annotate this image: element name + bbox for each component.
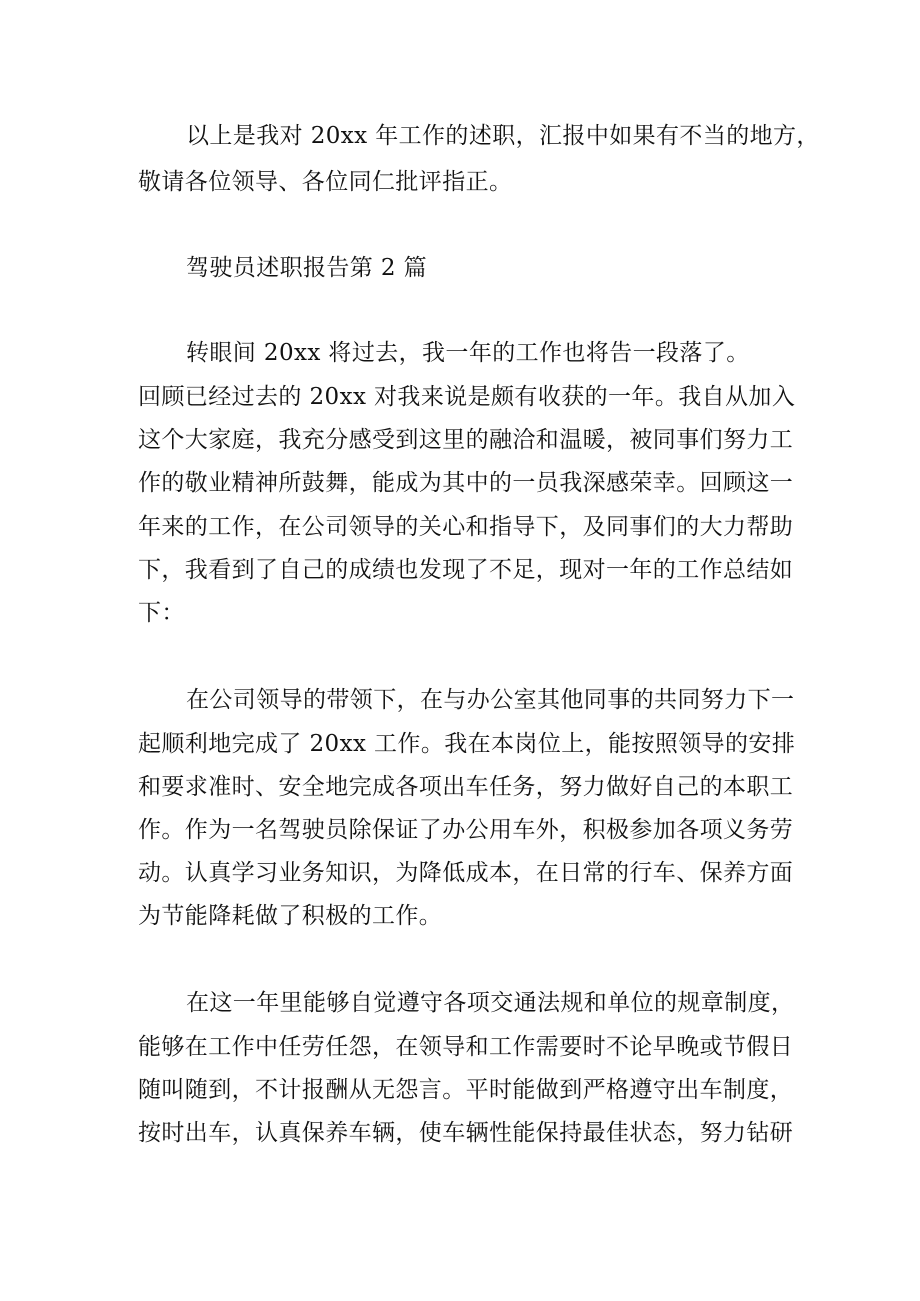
intro-line-5: 年来的工作，在公司领导的关心和指导下，及同事们的大力帮助 xyxy=(138,514,794,540)
work-line-4: 作。作为一名驾驶员除保证了办公用车外，积极参加各项义务劳 xyxy=(138,817,794,843)
work-line-2: 起顺利地完成了 20xx 工作。我在本岗位上，能按照领导的安排 xyxy=(138,731,796,757)
intro-line-4: 作的敬业精神所鼓舞，能成为其中的一员我深感荣幸。回顾这一 xyxy=(138,470,794,496)
closing-line-1: 以上是我对 20xx 年工作的述职，汇报中如果有不当的地方， xyxy=(186,123,820,149)
intro-line-7: 下： xyxy=(138,600,185,626)
discipline-line-3: 随叫随到，不计报酬从无怨言。平时能做到严格遵守出车制度， xyxy=(138,1077,794,1103)
work-line-3: 和要求准时、安全地完成各项出车任务，努力做好自己的本职工 xyxy=(138,774,794,800)
section-title: 驾驶员述职报告第 2 篇 xyxy=(186,255,428,281)
intro-line-1: 转眼间 20xx 将过去，我一年的工作也将告一段落了。 xyxy=(186,340,750,366)
work-line-5: 动。认真学习业务知识，为降低成本，在日常的行车、保养方面 xyxy=(138,860,794,886)
intro-line-3: 这个大家庭，我充分感受到这里的融洽和温暖，被同事们努力工 xyxy=(138,427,794,453)
work-line-6: 为节能降耗做了积极的工作。 xyxy=(138,903,443,929)
closing-line-2: 敬请各位领导、各位同仁批评指正。 xyxy=(138,169,513,195)
discipline-line-1: 在这一年里能够自觉遵守各项交通法规和单位的规章制度， xyxy=(186,990,795,1016)
discipline-line-4: 按时出车，认真保养车辆，使车辆性能保持最佳状态，努力钻研 xyxy=(138,1120,794,1146)
intro-line-2: 回顾已经过去的 20xx 对我来说是颇有收获的一年。我自从加入 xyxy=(138,384,796,410)
discipline-line-2: 能够在工作中任劳任怨，在领导和工作需要时不论早晚或节假日 xyxy=(138,1034,794,1060)
work-line-1: 在公司领导的带领下，在与办公室其他同事的共同努力下一 xyxy=(186,687,795,713)
intro-line-6: 下，我看到了自己的成绩也发现了不足，现对一年的工作总结如 xyxy=(138,557,794,583)
